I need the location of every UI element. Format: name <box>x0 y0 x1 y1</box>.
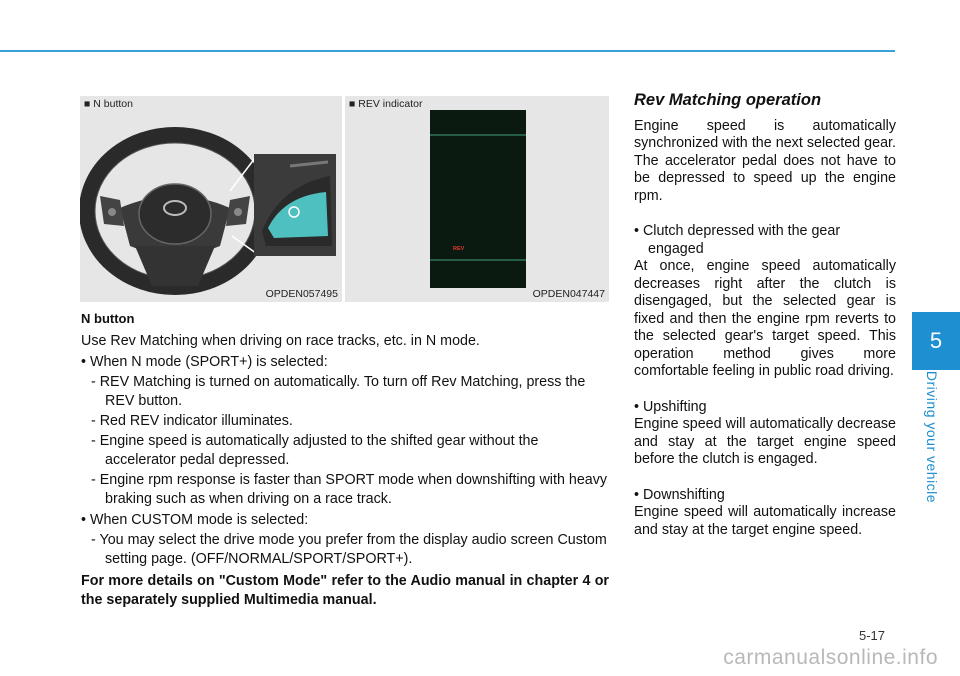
bullet-item: • When CUSTOM mode is selected: <box>81 512 309 528</box>
watermark: carmanualsonline.info <box>723 646 938 669</box>
section-title: Rev Matching operation <box>634 91 822 109</box>
bullet-text: When N mode (SPORT+) is selected: <box>89 354 328 370</box>
bullet-text: Downshifting <box>642 486 725 503</box>
figure-rev-indicator <box>345 96 609 302</box>
header-rule <box>0 50 895 52</box>
dash-item: - REV Matching is turned on automatically. To turn off Rev Matching, press the REV button. <box>91 374 586 409</box>
chapter-side-label <box>922 372 942 502</box>
figure-code: OPDEN047447 <box>532 288 605 300</box>
dash-item: - You may select the drive mode you prefer from the display audio screen Custom setting page. (OFF/NORMAL/SPORT/SPORT+). <box>91 532 607 567</box>
paragraph: Engine speed will automatically increase and stay at the target engine speed. <box>634 504 896 538</box>
bullet-item: • Upshifting <box>634 398 707 415</box>
right-column <box>634 92 896 539</box>
bullet-item: • Clutch depressed with the gear engaged <box>634 223 841 257</box>
figure-code: OPDEN057495 <box>265 288 338 300</box>
figure-n-button <box>80 96 342 302</box>
bullet-text: When CUSTOM mode is selected: <box>89 512 309 528</box>
bullet-item: • When N mode (SPORT+) is selected: <box>81 354 328 370</box>
chapter-number: 5 <box>929 328 943 353</box>
figure-caption-text: N button <box>93 98 133 110</box>
left-column <box>81 309 609 610</box>
cluster-display-illustration <box>345 96 609 302</box>
dash-item: - Engine speed is automatically adjusted to the shifted gear without the accelerator pedal depressed. <box>91 433 539 468</box>
rev-display-text: REV <box>453 246 465 252</box>
figure-caption: ■ N button <box>84 98 133 110</box>
figure-caption: ■ REV indicator <box>349 98 423 110</box>
bullet-item: • Downshifting <box>634 486 725 503</box>
paragraph: Engine speed will automatically decrease and stay at the target engine speed before the clutch is engaged. <box>634 416 896 467</box>
paragraph: Engine speed is automatically synchronized with the next selected gear. The accelerator pedal does not have to be depressed to speed up the engine rpm. <box>634 117 896 204</box>
paragraph: At once, engine speed automatically decreases right after the clutch is disengaged, but the selected gear is fixed and then the engine rpm reverts to the selected gear's target speed. This operation method gives more comfortable feeling in public road driving. <box>634 258 896 379</box>
note-paragraph: For more details on "Custom Mode" refer to the Audio manual in chapter 4 or the separately supplied Multimedia manual. <box>81 573 609 608</box>
chapter-title: Driving your vehicle <box>924 370 940 504</box>
section-heading: N button <box>81 311 135 326</box>
chapter-tab[interactable] <box>912 312 960 370</box>
bullet-text: Clutch depressed with the gear engaged <box>642 223 841 257</box>
bullet-text: Upshifting <box>642 398 707 415</box>
steering-wheel-illustration <box>80 96 342 302</box>
page-number: 5-17 <box>859 628 886 643</box>
paragraph: Use Rev Matching when driving on race tracks, etc. in N mode. <box>81 333 480 349</box>
dash-item: - Engine rpm response is faster than SPORT mode when downshifting with heavy braking such as when driving on a race track. <box>91 472 608 507</box>
dash-item: - Red REV indicator illuminates. <box>91 413 293 429</box>
figure-caption-text: REV indicator <box>358 98 423 110</box>
